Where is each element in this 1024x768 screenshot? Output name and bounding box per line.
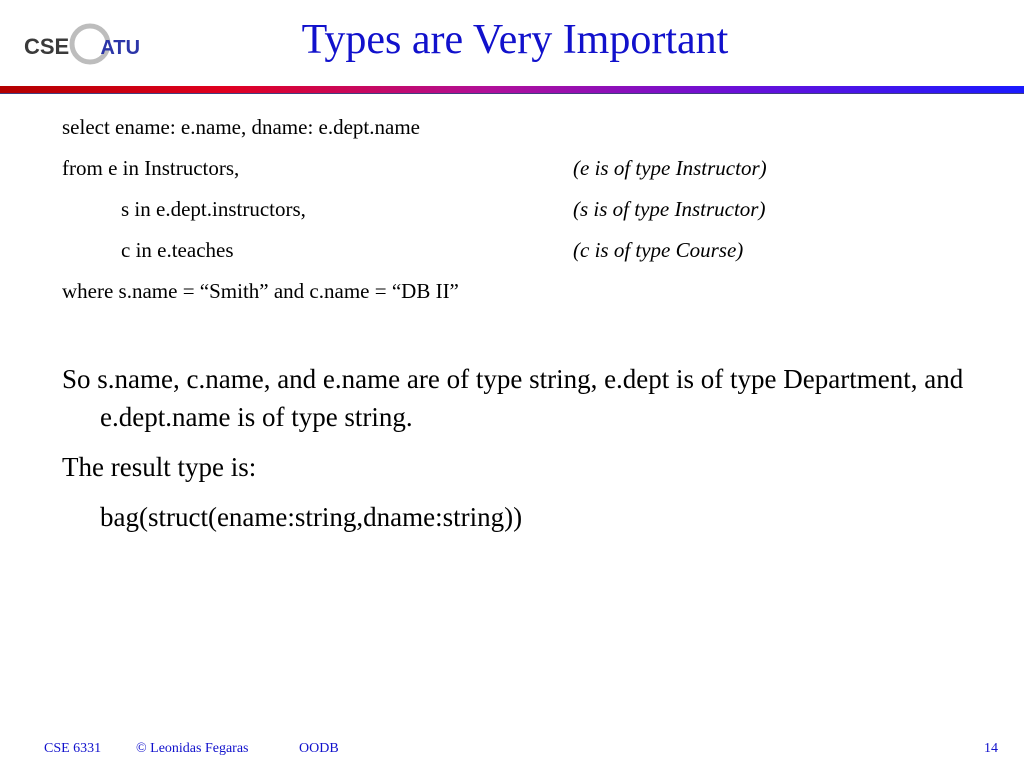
type-comment: (e is of type Instructor) bbox=[573, 156, 767, 180]
footer-topic: OODB bbox=[299, 741, 339, 756]
footer-course: CSE 6331 bbox=[44, 741, 102, 756]
query-where: where s.name = “Smith” and c.name = “DB II” bbox=[62, 279, 459, 303]
svg-text:CSE: CSE bbox=[24, 34, 70, 59]
result-type: bag(struct(ename:string,dname:string)) bbox=[100, 502, 523, 532]
query-binding-c: c in e.teaches bbox=[121, 238, 234, 262]
title-divider bbox=[0, 86, 1024, 94]
oql-query bbox=[62, 113, 767, 318]
query-line bbox=[62, 195, 766, 236]
slide-body bbox=[62, 360, 992, 548]
page-number: 14 bbox=[984, 741, 998, 756]
query-binding-s: s in e.dept.instructors, bbox=[121, 197, 306, 221]
body-paragraph: So s.name, c.name, and e.name are of type string, e.dept is of type Department, and e.dept.name is of type string. bbox=[62, 364, 964, 432]
svg-text:UTA: UTA bbox=[100, 37, 140, 59]
slide-title: Types are Very Important bbox=[301, 17, 729, 63]
body-paragraph: The result type is: bbox=[62, 452, 257, 482]
query-line bbox=[62, 277, 459, 318]
query-select: select ename: e.name, dname: e.dept.name bbox=[62, 115, 420, 139]
footer-author: © Leonidas Fegaras bbox=[136, 741, 249, 756]
query-line bbox=[62, 113, 459, 154]
slide-footer bbox=[0, 738, 1024, 760]
query-from: from e in Instructors, bbox=[62, 156, 240, 180]
type-comment: (c is of type Course) bbox=[573, 238, 744, 262]
query-line bbox=[62, 154, 767, 195]
query-line bbox=[62, 236, 744, 277]
type-comment: (s is of type Instructor) bbox=[573, 197, 766, 221]
